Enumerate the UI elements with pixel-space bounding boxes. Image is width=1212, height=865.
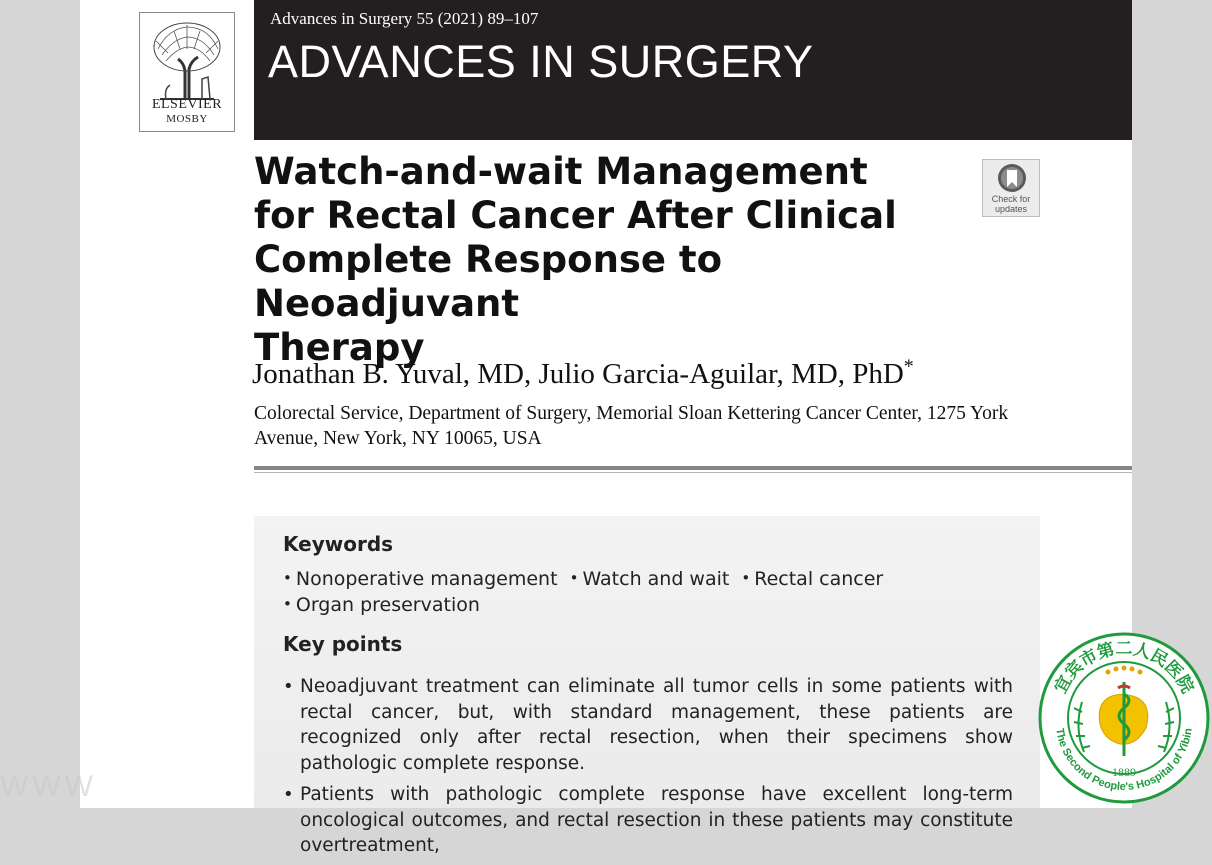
paper-page <box>80 0 1132 856</box>
key-points-heading: Key points <box>283 632 403 656</box>
divider <box>254 472 1132 473</box>
divider <box>254 466 1132 470</box>
keyword: Organ preservation <box>295 594 480 616</box>
corresponding-author-mark: * <box>903 355 914 378</box>
bullet-icon: • <box>741 569 751 587</box>
keyword: Nonoperative management <box>295 568 558 590</box>
check-for-updates-label <box>983 194 1039 214</box>
bullet-icon: • <box>283 569 292 587</box>
list-item <box>283 782 1013 859</box>
bullet-icon: • <box>283 595 292 613</box>
cu-line-2: updates <box>994 204 1028 214</box>
affiliation-line: Colorectal Service, Department of Surgery, Memorial Sloan Kettering Cancer Center, 1275 York <box>254 403 1009 424</box>
keywords-line <box>283 594 486 616</box>
keywords-line <box>283 568 889 590</box>
seal-bottom-text: The Second People's Hospital of Yibin <box>1053 727 1195 794</box>
journal-header <box>254 0 1132 140</box>
bullet-icon: • <box>569 569 579 587</box>
elsevier-tree-icon <box>148 19 226 101</box>
keywords-keypoints-box <box>254 516 1040 856</box>
bullet-icon: • <box>283 784 294 805</box>
bookmark-icon <box>997 163 1027 193</box>
bullet-icon: • <box>283 676 294 697</box>
affiliation-line: Avenue, New York, NY 10065, USA <box>254 428 542 449</box>
publisher-name: ELSEVIER <box>151 97 223 112</box>
publisher-imprint: MOSBY <box>166 113 208 125</box>
watermark-text: WWW <box>0 770 97 803</box>
keyword: Rectal cancer <box>754 568 884 590</box>
key-point-text: Patients with pathologic complete response have excellent long-term oncological outcomes, and rectal resection in these patients may constitute overtreatment, <box>300 784 1013 856</box>
key-points-list <box>283 674 1013 865</box>
title-line: Therapy <box>254 326 425 369</box>
keywords-heading: Keywords <box>283 532 394 556</box>
journal-title: ADVANCES IN SURGERY <box>268 36 814 87</box>
keyword: Watch and wait <box>582 568 730 590</box>
article-title <box>254 150 994 370</box>
title-line: Watch-and-wait Management <box>254 150 868 193</box>
title-line: for Rectal Cancer After Clinical <box>254 194 897 237</box>
elsevier-logo <box>139 12 235 132</box>
title-line: Complete Response to Neoadjuvant <box>254 238 723 325</box>
seal-top-text: 宜宾市第二人民医院 <box>1050 639 1198 697</box>
author-names: Jonathan B. Yuval, MD, Julio Garcia-Aguilar, MD, PhD <box>252 358 904 390</box>
hospital-seal-icon <box>1038 632 1210 804</box>
seal-year: 1889 <box>1112 765 1136 779</box>
journal-citation: Advances in Surgery 55 (2021) 89–107 <box>270 9 539 28</box>
check-for-updates-badge[interactable] <box>982 159 1040 217</box>
cu-line-1: Check for <box>991 194 1031 204</box>
affiliation <box>254 401 1054 451</box>
key-point-text: Neoadjuvant treatment can eliminate all tumor cells in some patients with rectal cancer, but, with standard management, these patients are recognized only after rectal resection, when their specimens show pathologic complete response. <box>300 676 1013 774</box>
author-list <box>252 355 914 391</box>
list-item <box>283 674 1013 776</box>
